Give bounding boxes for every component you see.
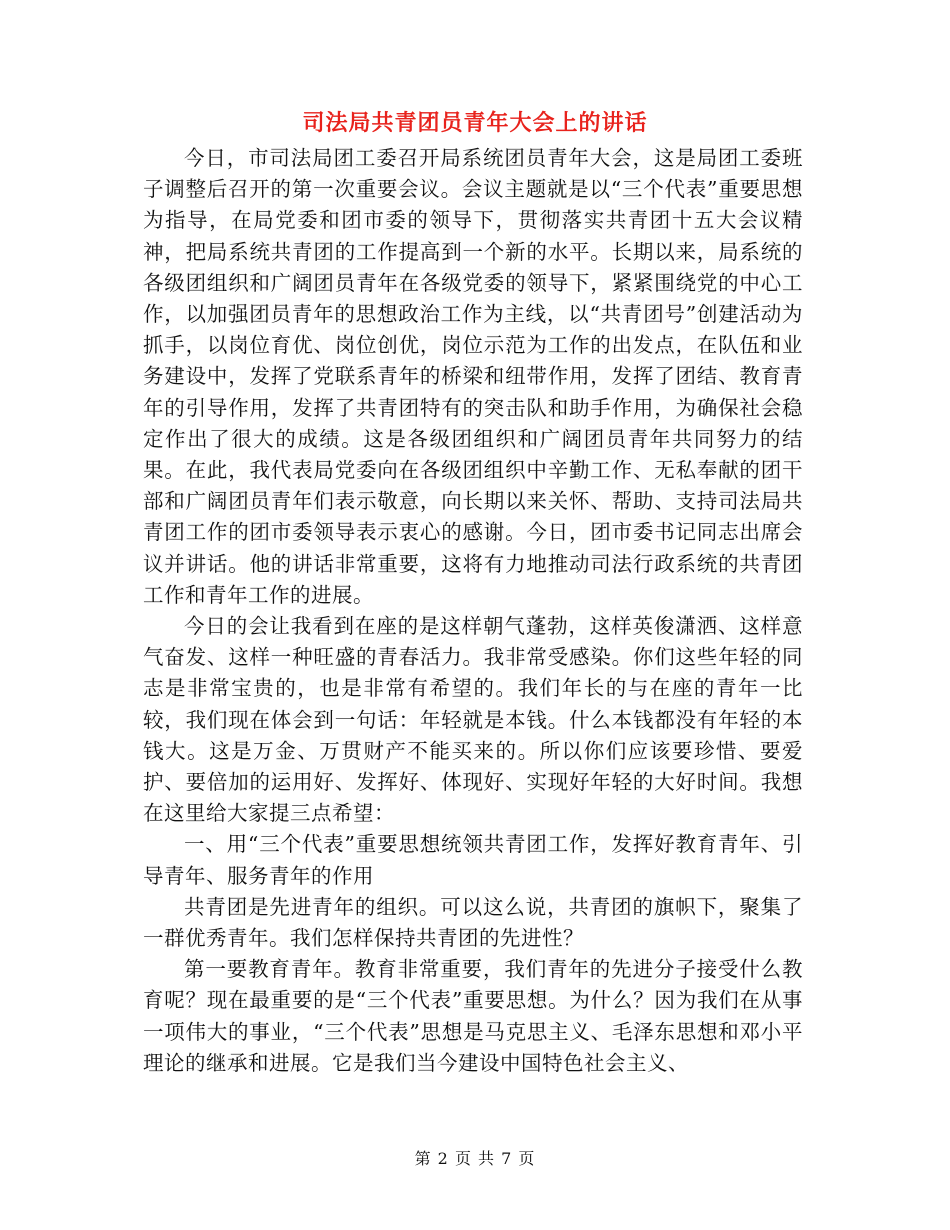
paragraph: 第一要教育青年。教育非常重要，我们青年的先进分子接受什么教育呢？现在最重要的是“三个代表”重要思想。为什么？因为我们在从事一项伟大的事业，“三个代表”思想是马克思主义、毛泽东思想和邓小平理论的继承和进展。它是我们当今建设中国特色社会主义、: [143, 957, 803, 1075]
paragraph: 今日的会让我看到在座的是这样朝气蓬勃，这样英俊潇洒、这样意气奋发、这样一种旺盛的青春活力。我非常受感染。你们这些年轻的同志是非常宝贵的，也是非常有希望的。我们年长的与在座的青年一比较，我们现在体会到一句话：年轻就是本钱。什么本钱都没有年轻的本钱大。这是万金、万贯财产不能买来的。所以你们应该要珍惜、要爱护、要倍加的运用好、发挥好、体现好、实现好年轻的大好时间。我想在这里给大家提三点希望：: [143, 614, 803, 826]
paragraph: 一、用“三个代表”重要思想统领共青团工作，发挥好教育青年、引导青年、服务青年的作用: [143, 832, 803, 888]
page-footer: 第 2 页 共 7 页: [414, 1149, 536, 1168]
document-title: 司法局共青团员青年大会上的讲话: [302, 110, 648, 136]
paragraph: 今日，市司法局团工委召开局系统团员青年大会，这是局团工委班子调整后召开的第一次重要会议。会议主题就是以“三个代表”重要思想为指导，在局党委和团市委的领导下，贯彻落实共青团十五大会议精神，把局系统共青团的工作提高到一个新的水平。长期以来，局系统的各级团组织和广阔团员青年在各级党委的领导下，紧紧围绕党的中心工作，以加强团员青年的思想政治工作为主线，以“共青团号”创建活动为抓手，以岗位育优、岗位创优，岗位示范为工作的出发点，在队伍和业务建设中，发挥了党联系青年的桥梁和纽带作用，发挥了团结、教育青年的引导作用，发挥了共青团特有的突击队和助手作用，为确保社会稳定作出了很大的成绩。这是各级团组织和广阔团员青年共同努力的结果。在此，我代表局党委向在各级团组织中辛勤工作、无私奉献的团干部和广阔团员青年们表示敬意，向长期以来关怀、帮助、支持司法局共青团工作的团市委领导表示衷心的感谢。今日，团市委书记同志出席会议并讲话。他的讲话非常重要，这将有力地推动司法行政系统的共青团工作和青年工作的进展。: [143, 146, 803, 607]
document-body: [143, 143, 803, 1079]
paragraph: 共青团是先进青年的组织。可以这么说，共青团的旗帜下，聚集了一群优秀青年。我们怎样保持共青团的先进性？: [143, 894, 803, 951]
